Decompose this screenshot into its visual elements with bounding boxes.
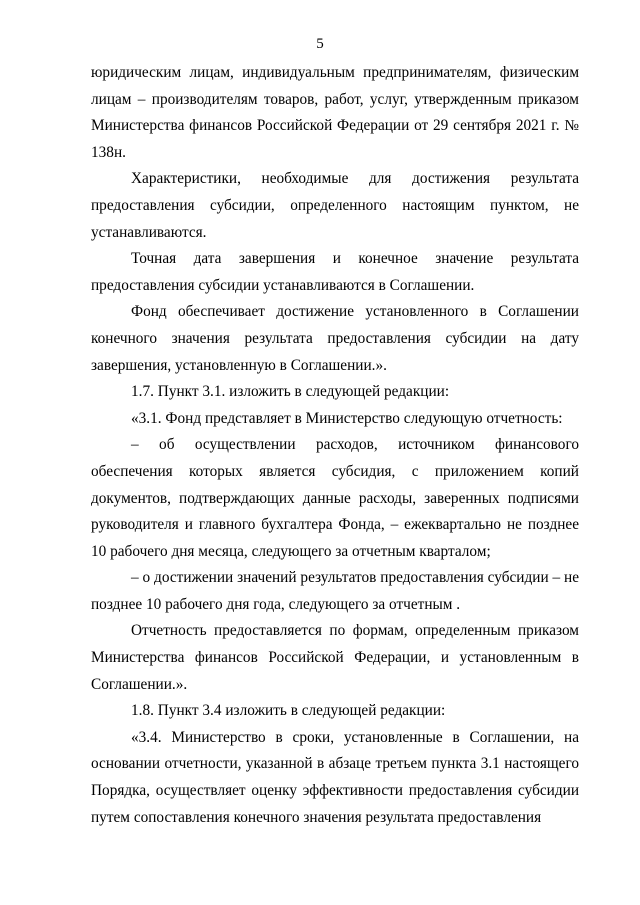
paragraph-clause-3-4: «3.4. Министерство в сроки, установленные в Соглашении, на основании отчетности, указанной в абзаце третьем пункта 3.1 настоящего Порядка, осуществляет оценку эффективности предоставления субсидии путем сопоставления конечного значения результата предоставления: [91, 728, 579, 826]
document-body: [91, 60, 579, 831]
page-number: 5: [316, 36, 324, 52]
paragraph-item-1-8: 1.8. Пункт 3.4 изложить в следующей редакции:: [131, 702, 446, 720]
paragraph-characteristics: Характеристики, необходимые для достижения результата предоставления субсидии, определенного настоящим пунктом, не устанавливаются.: [91, 170, 579, 241]
paragraph-clause-3-1: «3.1. Фонд представляет в Министерство следующую отчетность:: [131, 409, 563, 427]
paragraph-fund-ensures: Фонд обеспечивает достижение установленного в Соглашении конечного значения результата предоставления субсидии на дату завершения, установленную в Соглашении.».: [91, 303, 579, 374]
paragraph-continuation: юридическим лицам, индивидуальным предпринимателям, физическим лицам – производителям товаров, работ, услуг, утвержденным приказом Министерства финансов Российской Федерации от 29 сентября 2021 г. № 138н.: [91, 64, 579, 161]
paragraph-item-1-7: 1.7. Пункт 3.1. изложить в следующей редакции:: [131, 383, 450, 401]
paragraph-report-forms: Отчетность предоставляется по формам, определенным приказом Министерства финансов Российской Федерации, и установленным в Соглашении.».: [91, 622, 579, 693]
paragraph-expenses-report: – об осуществлении расходов, источником финансового обеспечения которых является субсидия, с приложением копий документов, подтверждающих данные расходы, заверенных подписями руководителя и главного бухгалтера Фонда, – ежеквартально не позднее 10 рабочего дня месяца, следующего за отчетным кварталом;: [91, 436, 579, 560]
paragraph-results-report: – о достижении значений результатов предоставления субсидии – не позднее 10 рабочего дня года, следующего за отчетным .: [91, 569, 579, 613]
paragraph-completion-date: Точная дата завершения и конечное значение результата предоставления субсидии устанавливаются в Соглашении.: [91, 250, 579, 294]
